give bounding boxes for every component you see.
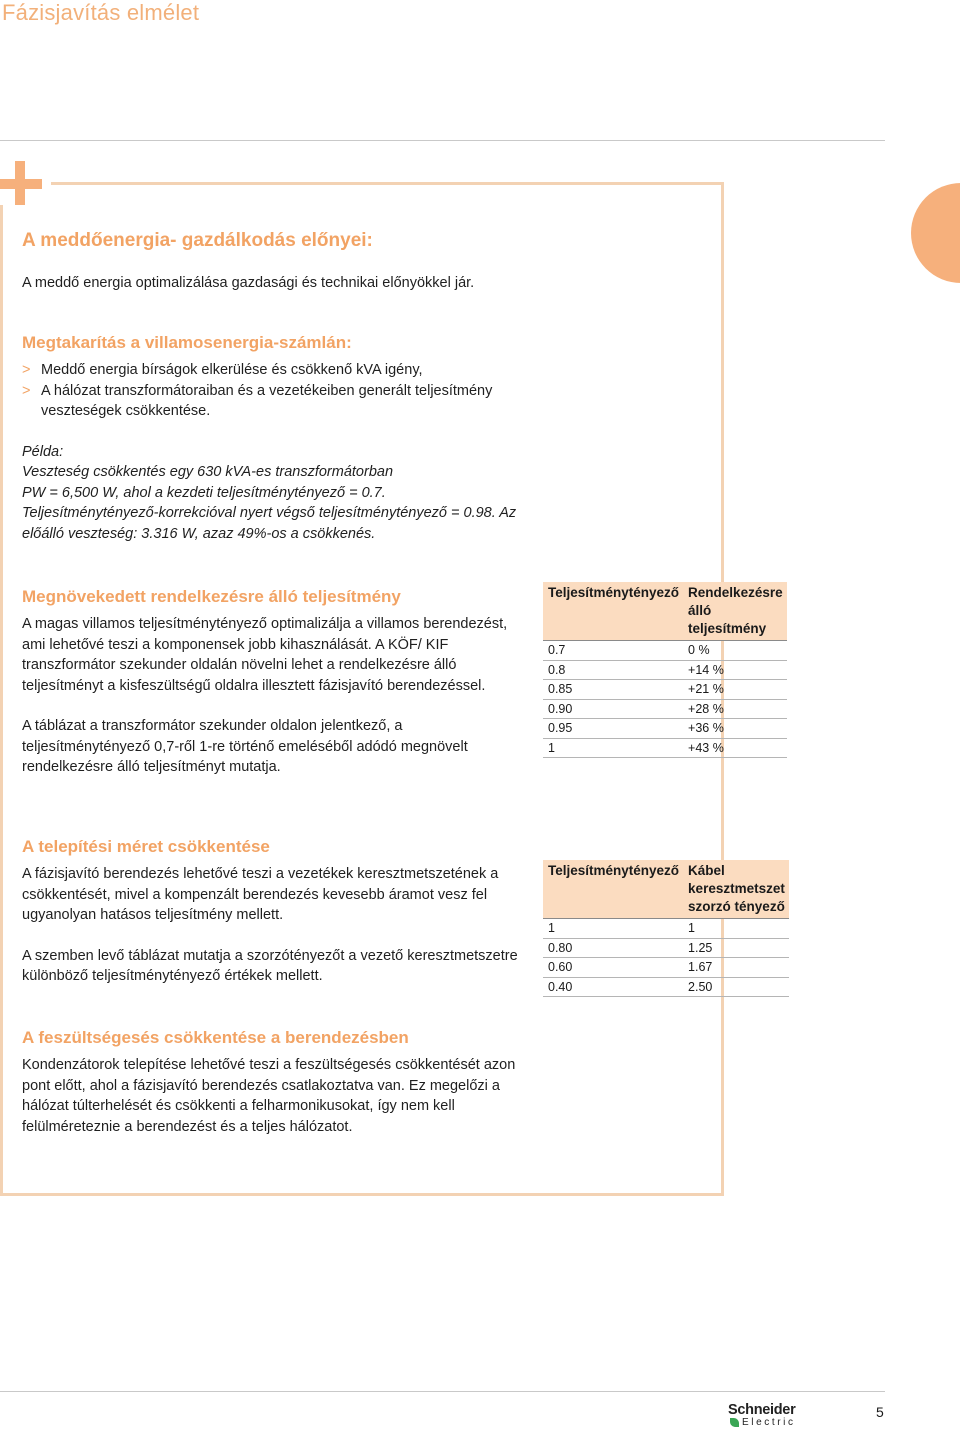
table-cell: 1.67 [683, 958, 789, 978]
frame-top [51, 182, 724, 185]
savings-bullet [22, 360, 517, 381]
cable-factor-table [543, 860, 789, 997]
table-row [543, 738, 787, 758]
advantages-heading: A meddőenergia- gazdálkodás előnyei: [22, 230, 373, 251]
capacity-section [22, 586, 522, 778]
size-paragraph: A fázisjavító berendezés lehetővé teszi a vezetékek keresztmetszetének a csökkentését, mivel a kompenzált berendezés kevesebb áramot vesz fel ugyanolyan hatásos teljesítmény mellett. [22, 866, 499, 923]
table-cell: +21 % [683, 680, 787, 700]
table-cell: 0 % [683, 641, 787, 661]
size-section [22, 836, 522, 987]
table-cell: 1 [543, 919, 683, 939]
example-line: PW = 6,500 W, ahol a kezdeti teljesítménytényező = 0.7. [22, 484, 386, 501]
savings-bullet-text: Meddő energia bírságok elkerülése és csökkenő kVA igény, [41, 362, 423, 378]
table-row [543, 680, 787, 700]
table-header: Teljesítménytényező [543, 582, 683, 641]
size-paragraph: A szemben levő táblázat mutatja a szorzótényezőt a vezető keresztmetszetre különböző teljesítménytényező értékek mellett. [22, 947, 518, 984]
table-cell: 0.8 [543, 660, 683, 680]
voltage-paragraph: Kondenzátorok telepítése lehetővé teszi a feszültségesés csökkentését azon pont előtt, ahol a fázisjavító berendezés csatlakoztatva van. Ez megelőzi a hálózat túlterhelését és csökkenti a felharmonikusokat, így nem kell felülméreteznie a berendezést és a teljes hálózatot. [22, 1057, 516, 1135]
savings-heading: Megtakarítás a villamosenergia-számlán: [22, 333, 352, 352]
table-cell: +36 % [683, 719, 787, 739]
table-cell: 0.90 [543, 699, 683, 719]
table-cell: 1 [683, 919, 789, 939]
page-number: 5 [876, 1404, 884, 1420]
decorative-half-circle [911, 183, 960, 283]
table-header-row [543, 860, 789, 919]
plus-icon-horizontal [0, 179, 42, 189]
savings-section [22, 332, 517, 544]
leaf-icon [730, 1418, 739, 1427]
table-row [543, 977, 789, 997]
table-row [543, 660, 787, 680]
table-header: Teljesítménytényező [543, 860, 683, 919]
table-cell: 1 [543, 738, 683, 758]
example-line: Veszteség csökkentés egy 630 kVA-es transzformátorban [22, 464, 394, 480]
bullet-arrow-icon: > [22, 382, 31, 399]
example-label: Példa: [22, 443, 64, 460]
table-row [543, 641, 787, 661]
capacity-paragraph: A magas villamos teljesítménytényező optimalizálja a villamos berendezést, ami lehetővé teszi a komponensek jobb kihasználását. A KÖF/ KIF transzformátor szekunder oldalán növelni lehet a rendelkezésre álló teljesítményt a kisfeszültségű oldalra illesztett fázisjavító berendezéssel. [22, 616, 508, 694]
table-cell: 0.85 [543, 680, 683, 700]
table-cell: 2.50 [683, 977, 789, 997]
capacity-heading: Megnövekedett rendelkezésre álló teljesítmény [22, 587, 401, 606]
table-header: Kábel keresztmetszet szorzó tényező [683, 860, 789, 919]
logo-line1: Schneider [728, 1402, 796, 1418]
page-title: Fázisjavítás elmélet [2, 0, 200, 25]
table-cell: +43 % [683, 738, 787, 758]
table-cell: +14 % [683, 660, 787, 680]
bottom-divider [0, 1391, 885, 1392]
top-divider [0, 140, 885, 141]
size-heading: A telepítési méret csökkentése [22, 837, 270, 856]
table-cell: 0.60 [543, 958, 683, 978]
voltage-heading: A feszültségesés csökkentése a berendezésben [22, 1028, 409, 1047]
table-row [543, 958, 789, 978]
voltage-section [22, 1027, 522, 1137]
frame-left [0, 205, 3, 1196]
bullet-arrow-icon: > [22, 362, 31, 378]
table-row [543, 919, 789, 939]
savings-bullet [22, 381, 517, 422]
example-line: Teljesítménytényező-korrekcióval nyert végső teljesítménytényező = 0.98. Az előálló veszteség: 3.316 W, azaz 49%-os a csökkenés. [22, 505, 517, 542]
table-row [543, 938, 789, 958]
example-block [22, 442, 517, 545]
table-cell: +28 % [683, 699, 787, 719]
logo-line2: Electric [742, 1417, 796, 1428]
table-cell: 0.7 [543, 641, 683, 661]
frame-bottom [0, 1193, 724, 1196]
table-cell: 0.80 [543, 938, 683, 958]
advantages-intro: A meddő energia optimalizálása gazdasági és technikai előnyökkel jár. [22, 275, 475, 291]
table-header: Rendelkezésre álló teljesítmény [683, 582, 787, 641]
table-cell: 0.40 [543, 977, 683, 997]
table-cell: 0.95 [543, 719, 683, 739]
schneider-electric-logo [728, 1403, 808, 1429]
table-cell: 1.25 [683, 938, 789, 958]
advantages-section [22, 229, 512, 294]
table-row [543, 719, 787, 739]
table-row [543, 699, 787, 719]
available-power-table [543, 582, 787, 758]
savings-bullet-text: A hálózat transzformátoraiban és a vezetékeiben generált teljesítmény veszteségek csökkentése. [41, 382, 493, 419]
table-header-row [543, 582, 787, 641]
capacity-paragraph: A táblázat a transzformátor szekunder oldalon jelentkező, a teljesítménytényező 0,7-ről 1-re történő emeléséből adódó megnövelt rendelkezésre álló teljesítményt mutatja. [22, 718, 468, 775]
